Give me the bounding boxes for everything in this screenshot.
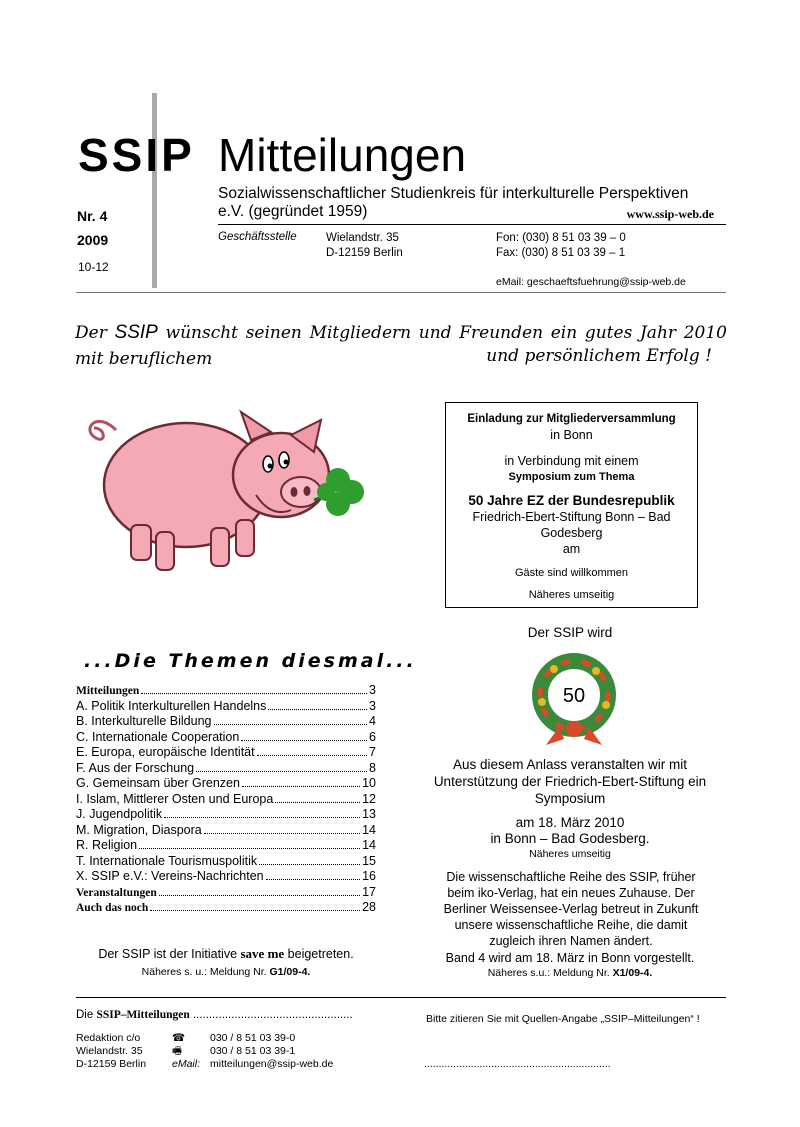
toc-label: B. Interkulturelle Bildung bbox=[76, 714, 212, 728]
office-phone: Fon: (030) 8 51 03 39 – 0 bbox=[496, 232, 626, 244]
toc-label: J. Jugendpolitik bbox=[76, 807, 163, 821]
invitation-venue-2: Godesberg bbox=[540, 526, 603, 540]
toc-page: 7 bbox=[369, 745, 376, 759]
toc-row[interactable] bbox=[76, 730, 376, 746]
toc-row[interactable] bbox=[76, 683, 376, 699]
toc-page: 28 bbox=[362, 900, 376, 914]
toc-page: 17 bbox=[362, 884, 376, 899]
initiative-line-2 bbox=[76, 966, 376, 978]
greeting-line-1: wünscht seinen Mitgliedern und Freunden ein gutes Jahr 2010 mit beruflichem bbox=[75, 323, 727, 369]
toc-page: 16 bbox=[362, 869, 376, 883]
toc-leader bbox=[275, 802, 360, 803]
invitation-guests: Gäste sind willkommen bbox=[514, 567, 629, 579]
invitation-box bbox=[445, 402, 698, 608]
office-fax: Fax: (030) 8 51 03 39 – 1 bbox=[496, 247, 626, 259]
toc-row[interactable] bbox=[76, 699, 376, 715]
band-note: Band 4 wird am 18. März in Bonn vorgestellt. bbox=[445, 951, 695, 965]
website-link[interactable]: www.ssip-web.de bbox=[626, 207, 714, 221]
anniversary-paragraph: Aus diesem Anlass veranstalten wir mit Unterstützung der Friedrich-Ebert-Stiftung ein Symposium bbox=[433, 757, 707, 806]
brand-logo-text: SSIP bbox=[78, 129, 195, 181]
toc-leader bbox=[204, 833, 360, 834]
footer-phone: 030 / 8 51 03 39-0 bbox=[210, 1032, 296, 1044]
toc-leader bbox=[241, 740, 367, 741]
toc-leader bbox=[150, 910, 360, 911]
toc-row[interactable] bbox=[76, 807, 376, 823]
footer-contact-icons bbox=[172, 1032, 200, 1071]
toc-row[interactable] bbox=[76, 900, 376, 916]
toc-label: A. Politik Interkulturellen Handelns bbox=[76, 698, 267, 713]
toc-label: R. Religion bbox=[76, 838, 138, 852]
band-ref bbox=[416, 967, 724, 979]
symposium-more: Näheres umseitig bbox=[529, 848, 611, 860]
footer-email[interactable]: mitteilungen@ssip-web.de bbox=[210, 1058, 334, 1070]
toc-page: 3 bbox=[369, 683, 376, 697]
toc-label: Veranstaltungen bbox=[76, 886, 157, 899]
issue-number: Nr. 4 bbox=[77, 208, 108, 224]
toc-page: 12 bbox=[362, 791, 376, 806]
toc-row[interactable] bbox=[76, 745, 376, 761]
toc-leader bbox=[141, 693, 367, 694]
toc-row[interactable] bbox=[76, 823, 376, 839]
toc-row[interactable] bbox=[76, 854, 376, 870]
office-contact bbox=[496, 231, 626, 261]
toc-leader bbox=[242, 786, 360, 787]
toc-leader bbox=[266, 879, 360, 880]
toc-page: 8 bbox=[369, 760, 376, 775]
office-label: Geschäftsstelle bbox=[218, 231, 297, 243]
initiative-ref: G1/09-4. bbox=[269, 966, 311, 978]
toc-row[interactable] bbox=[76, 885, 376, 901]
office-city: D-12159 Berlin bbox=[326, 247, 403, 259]
toc-label: F. Aus der Forschung bbox=[76, 760, 195, 775]
toc-page: 10 bbox=[362, 776, 376, 790]
header-rule-bottom bbox=[76, 292, 726, 293]
invitation-place: in Bonn bbox=[550, 428, 593, 442]
toc-page: 13 bbox=[362, 807, 376, 821]
initiative-ref-label: Näheres s. u.: Meldung Nr. bbox=[141, 966, 270, 978]
footer-rule bbox=[76, 997, 726, 998]
fax-icon: 🖷 bbox=[172, 1045, 182, 1057]
toc-leader bbox=[257, 755, 367, 756]
toc-label: Auch das noch bbox=[76, 902, 149, 914]
anniversary-intro: Der SSIP wird bbox=[527, 625, 613, 640]
toc-page: 14 bbox=[362, 838, 376, 852]
phone-icon: ☎ bbox=[172, 1032, 186, 1044]
invitation-more: Näheres umseitig bbox=[528, 589, 615, 601]
toc-leader bbox=[214, 724, 368, 725]
invitation-symposium: Symposium zum Thema bbox=[508, 471, 635, 483]
greeting-line-2: und persönlichem Erfolg ! bbox=[486, 346, 712, 366]
greeting-ssip: SSIP bbox=[114, 322, 158, 343]
initiative-note bbox=[76, 946, 376, 978]
pig-with-clover-illustration bbox=[76, 400, 376, 580]
toc-label: X. SSIP e.V.: Vereins-Nachrichten bbox=[76, 869, 264, 883]
office-street: Wielandstr. 35 bbox=[326, 232, 399, 244]
footer-contact bbox=[210, 1032, 333, 1071]
footer-title bbox=[76, 1009, 353, 1022]
footer-redaktion: Redaktion c/o bbox=[76, 1032, 141, 1044]
toc-label: E. Europa, europäische Identität bbox=[76, 745, 255, 759]
symposium-place: in Bonn – Bad Godesberg. bbox=[490, 831, 650, 846]
toc-label: M. Migration, Diaspora bbox=[76, 822, 202, 837]
footer-address bbox=[76, 1032, 146, 1071]
invitation-title: Einladung zur Mitgliederversammlung bbox=[467, 413, 676, 425]
toc-row[interactable] bbox=[76, 714, 376, 730]
toc-page: 4 bbox=[369, 714, 376, 728]
invitation-am: am bbox=[562, 542, 581, 556]
header-rule-top bbox=[218, 224, 726, 225]
header-vertical-bar bbox=[152, 93, 157, 288]
office-email[interactable]: eMail: geschaeftsfuehrung@ssip-web.de bbox=[496, 276, 686, 288]
footer-dots: .................................................. bbox=[189, 1009, 353, 1021]
toc-row[interactable] bbox=[76, 761, 376, 777]
wreath-number: 50 bbox=[562, 685, 586, 707]
footer-city: D-12159 Berlin bbox=[76, 1058, 147, 1070]
toc-page: 6 bbox=[369, 729, 376, 744]
toc-row[interactable] bbox=[76, 792, 376, 808]
topics-heading: ...Die Themen diesmal... bbox=[84, 650, 417, 672]
initiative-name: save me bbox=[240, 946, 285, 961]
symposium-date: am 18. März 2010 bbox=[515, 815, 625, 830]
footer-fax: 030 / 8 51 03 39-1 bbox=[210, 1045, 296, 1057]
initiative-text: Der SSIP ist der Initiative bbox=[98, 947, 241, 961]
invitation-connection: in Verbindung mit einem bbox=[504, 454, 639, 468]
invitation-theme: 50 Jahre EZ der Bundesrepublik bbox=[468, 493, 675, 508]
toc-label: I. Islam, Mittlerer Osten und Europa bbox=[76, 791, 274, 806]
toc-leader bbox=[159, 895, 360, 896]
table-of-contents bbox=[76, 683, 376, 916]
subtitle-line-2: e.V. (gegründet 1959) bbox=[218, 203, 368, 220]
initiative-text-end: beigetreten. bbox=[284, 947, 354, 961]
toc-leader bbox=[139, 848, 360, 849]
initiative-line-1 bbox=[76, 946, 376, 962]
toc-page: 3 bbox=[369, 698, 376, 713]
footer-email-label: eMail: bbox=[172, 1058, 201, 1070]
toc-row[interactable] bbox=[76, 869, 376, 885]
subtitle-line-1: Sozialwissenschaftlicher Studienkreis für interkulturelle Perspektiven bbox=[218, 185, 689, 202]
issue-months: 10-12 bbox=[78, 260, 109, 274]
issue-year: 2009 bbox=[77, 232, 109, 248]
greeting-pre: Der bbox=[75, 323, 115, 343]
newsletter-title: Mitteilungen bbox=[218, 129, 467, 181]
toc-leader bbox=[164, 817, 360, 818]
office-address bbox=[326, 231, 403, 261]
citation-note: Bitte zitieren Sie mit Quellen-Angabe „SSIP–Mitteilungen“ ! bbox=[426, 1013, 700, 1025]
toc-leader bbox=[196, 771, 367, 772]
series-paragraph: Die wissenschaftliche Reihe des SSIP, früher beim iko-Verlag, hat ein neues Zuhause. Der Berliner Weissensee-Verlag betreut in Zukunft unsere wissenschaftliche Reihe, die damit zugleich ihren Namen ändert. bbox=[443, 870, 699, 948]
signature-line: ................................................................ bbox=[424, 1058, 611, 1070]
band-ref-number: X1/09-4. bbox=[612, 967, 653, 979]
toc-label: C. Internationale Cooperation bbox=[76, 729, 240, 744]
toc-leader bbox=[259, 864, 360, 865]
toc-row[interactable] bbox=[76, 776, 376, 792]
toc-label: G. Gemeinsam über Grenzen bbox=[76, 776, 240, 790]
band-ref-label: Näheres s.u.: Meldung Nr. bbox=[487, 967, 613, 979]
toc-label: Mitteilungen bbox=[76, 685, 140, 697]
anniversary-wreath-icon bbox=[524, 647, 624, 747]
toc-page: 15 bbox=[362, 853, 376, 868]
toc-row[interactable] bbox=[76, 838, 376, 854]
footer-die: Die bbox=[76, 1009, 97, 1021]
invitation-venue-1: Friedrich-Ebert-Stiftung Bonn – Bad bbox=[472, 510, 671, 524]
footer-street: Wielandstr. 35 bbox=[76, 1045, 143, 1057]
toc-page: 14 bbox=[362, 822, 376, 837]
footer-brand: SSIP–Mitteilungen bbox=[96, 1009, 190, 1021]
toc-leader bbox=[268, 709, 367, 710]
toc-label: T. Internationale Tourismuspolitik bbox=[76, 853, 258, 868]
